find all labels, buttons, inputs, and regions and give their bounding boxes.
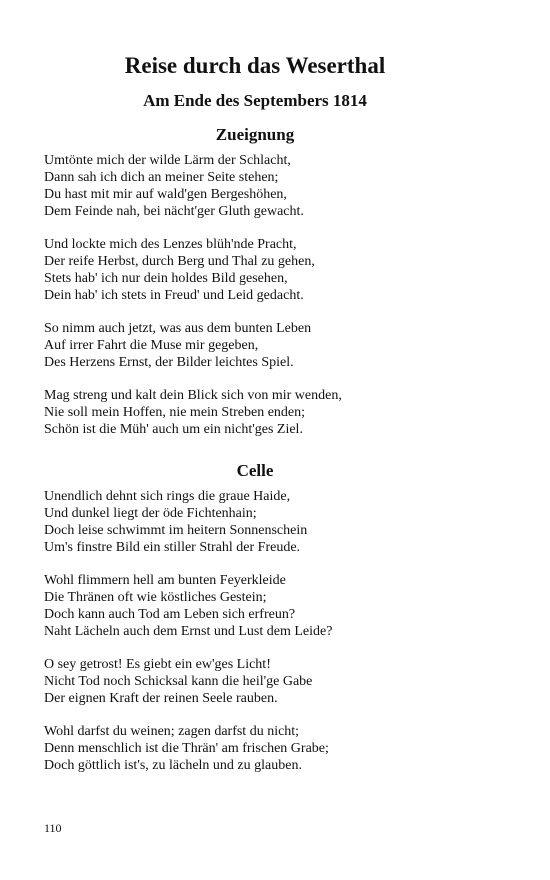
- stanza: [44, 656, 484, 707]
- poem-line: Schön ist die Müh' auch um ein nicht'ges Ziel.: [44, 422, 303, 437]
- poem-line: Und lockte mich des Lenzes blüh'nde Pracht,: [44, 237, 297, 252]
- stanza: [44, 723, 484, 774]
- poem-line: So nimm auch jetzt, was aus dem bunten Leben: [44, 321, 312, 336]
- poem-celle: [44, 488, 484, 790]
- poem-line: Um's finstre Bild ein stiller Strahl der Freude.: [44, 540, 301, 555]
- poem-line: Dem Feinde nah, bei nächt'ger Gluth gewacht.: [44, 204, 304, 219]
- poem-line: Nie soll mein Hoffen, nie mein Streben enden;: [44, 405, 306, 420]
- poem-line: Der eignen Kraft der reinen Seele rauben.: [44, 691, 278, 706]
- stanza: [44, 320, 484, 371]
- poem-line: Mag streng und kalt dein Blick sich von mir wenden,: [44, 388, 342, 403]
- poem-line: Wohl darfst du weinen; zagen darfst du nicht;: [44, 724, 300, 739]
- poem-line: Dein hab' ich stets in Freud' und Leid gedacht.: [44, 288, 304, 303]
- page-title: Reise durch das Weserthal: [124, 53, 386, 78]
- poem-line: Des Herzens Ernst, der Bilder leichtes Spiel.: [44, 355, 294, 370]
- stanza: [44, 387, 484, 438]
- poem-line: Auf irrer Fahrt die Muse mir gegeben,: [44, 338, 259, 353]
- poem-line: Stets hab' ich nur dein holdes Bild gesehen,: [44, 271, 288, 286]
- stanza: [44, 152, 484, 220]
- stanza: [44, 488, 484, 556]
- poem-line: Umtönte mich der wilde Lärm der Schlacht,: [44, 153, 291, 168]
- stanza: [44, 572, 484, 640]
- poem-line: Und dunkel liegt der öde Fichtenhain;: [44, 506, 257, 521]
- poem-line: Unendlich dehnt sich rings die graue Haide,: [44, 489, 291, 504]
- page-number: 110: [44, 821, 62, 835]
- poem-line: Dann sah ich dich an meiner Seite stehen;: [44, 170, 279, 185]
- section-heading-celle: Celle: [236, 461, 274, 480]
- stanza: [44, 236, 484, 304]
- poem-line: Denn menschlich ist die Thrän' am frischen Grabe;: [44, 741, 329, 756]
- poem-line: Naht Lächeln auch dem Ernst und Lust dem Leide?: [44, 624, 333, 639]
- poem-line: O sey getrost! Es giebt ein ew'ges Licht!: [44, 657, 271, 672]
- poem-line: Du hast mit mir auf wald'gen Bergeshöhen,: [44, 187, 287, 202]
- poem-line: Die Thränen oft wie köstliches Gestein;: [44, 590, 267, 605]
- page-subtitle: Am Ende des Septembers 1814: [143, 91, 367, 110]
- poem-line: Nicht Tod noch Schicksal kann die heil'ge Gabe: [44, 674, 313, 689]
- poem-line: Wohl flimmern hell am bunten Feyerkleide: [44, 573, 286, 588]
- poem-line: Doch göttlich ist's, zu lächeln und zu glauben.: [44, 758, 302, 773]
- poem-line: Doch leise schwimmt im heitern Sonnenschein: [44, 523, 308, 538]
- poem-line: Der reife Herbst, durch Berg und Thal zu gehen,: [44, 254, 315, 269]
- poem-zueignung: [44, 152, 484, 454]
- poem-line: Doch kann auch Tod am Leben sich erfreun?: [44, 607, 296, 622]
- section-heading-zueignung: Zueignung: [215, 125, 295, 144]
